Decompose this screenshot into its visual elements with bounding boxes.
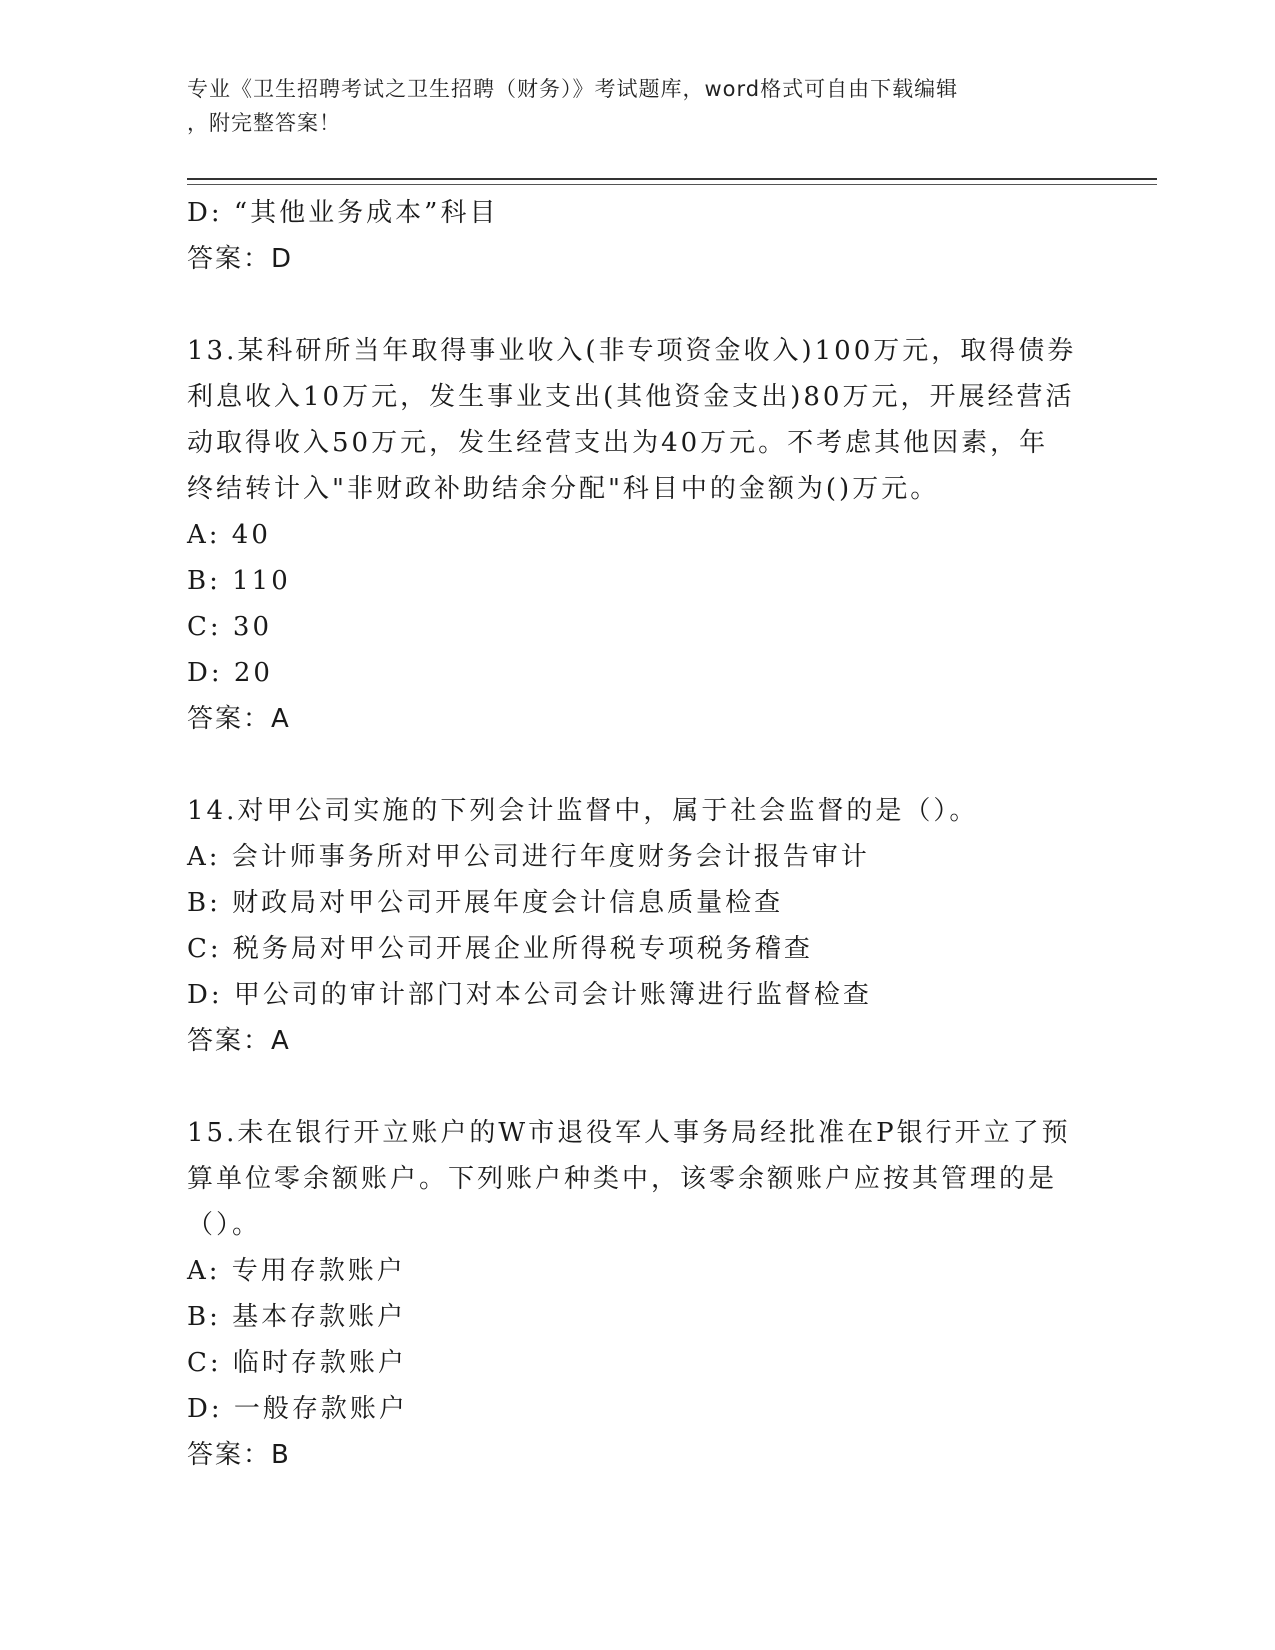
- option-d: D: 20: [187, 658, 273, 688]
- answer: 答案：A: [187, 1026, 291, 1056]
- question-stem-line: （）。: [187, 1210, 262, 1240]
- question-stem-line: 利息收入10万元，发生事业支出(其他资金支出)80万元，开展经营活: [187, 382, 1075, 412]
- header-line-1: 专业《卫生招聘考试之卫生招聘（财务）》考试题库，word格式可自由下载编辑: [187, 77, 959, 101]
- document-header: [187, 72, 1087, 140]
- question-12-tail: [187, 190, 1087, 282]
- answer: 答案：B: [187, 1440, 291, 1470]
- option-c: C: 30: [187, 612, 273, 642]
- option-d: D: 甲公司的审计部门对本公司会计账簿进行监督检查: [187, 980, 872, 1010]
- question-stem-line: 算单位零余额账户。下列账户种类中，该零余额账户应按其管理的是: [187, 1164, 1058, 1194]
- option-d: D: “其他业务成本”科目: [187, 198, 499, 228]
- question-stem-line: 15.未在银行开立账户的W市退役军人事务局经批准在P银行开立了预: [187, 1118, 1071, 1148]
- option-c: C: 税务局对甲公司开展企业所得税专项税务稽查: [187, 934, 813, 964]
- header-rule-thin: [187, 184, 1157, 185]
- option-a: A: 会计师事务所对甲公司进行年度财务会计报告审计: [187, 842, 870, 872]
- option-c: C: 临时存款账户: [187, 1348, 407, 1378]
- document-body: [187, 190, 1087, 1478]
- option-a: A: 专用存款账户: [187, 1256, 406, 1286]
- header-rule-thick: [187, 178, 1157, 180]
- question-stem-line: 14.对甲公司实施的下列会计监督中，属于社会监督的是（）。: [187, 796, 979, 826]
- question-stem-line: 13.某科研所当年取得事业收入(非专项资金收入)100万元，取得债券: [187, 336, 1077, 366]
- question-15: [187, 1110, 1087, 1478]
- option-a: A: 40: [187, 520, 271, 550]
- answer: 答案：A: [187, 704, 291, 734]
- question-13: [187, 328, 1087, 742]
- option-b: B: 110: [187, 566, 291, 596]
- answer: 答案：D: [187, 244, 294, 274]
- header-line-2: ，附完整答案！: [187, 111, 341, 135]
- option-b: B: 财政局对甲公司开展年度会计信息质量检查: [187, 888, 784, 918]
- question-stem-line: 终结转计入"非财政补助结余分配"科目中的金额为()万元。: [187, 474, 940, 504]
- question-14: [187, 788, 1087, 1064]
- option-b: B: 基本存款账户: [187, 1302, 407, 1332]
- option-d: D: 一般存款账户: [187, 1394, 408, 1424]
- question-stem-line: 动取得收入50万元，发生经营支出为40万元。不考虑其他因素，年: [187, 428, 1049, 458]
